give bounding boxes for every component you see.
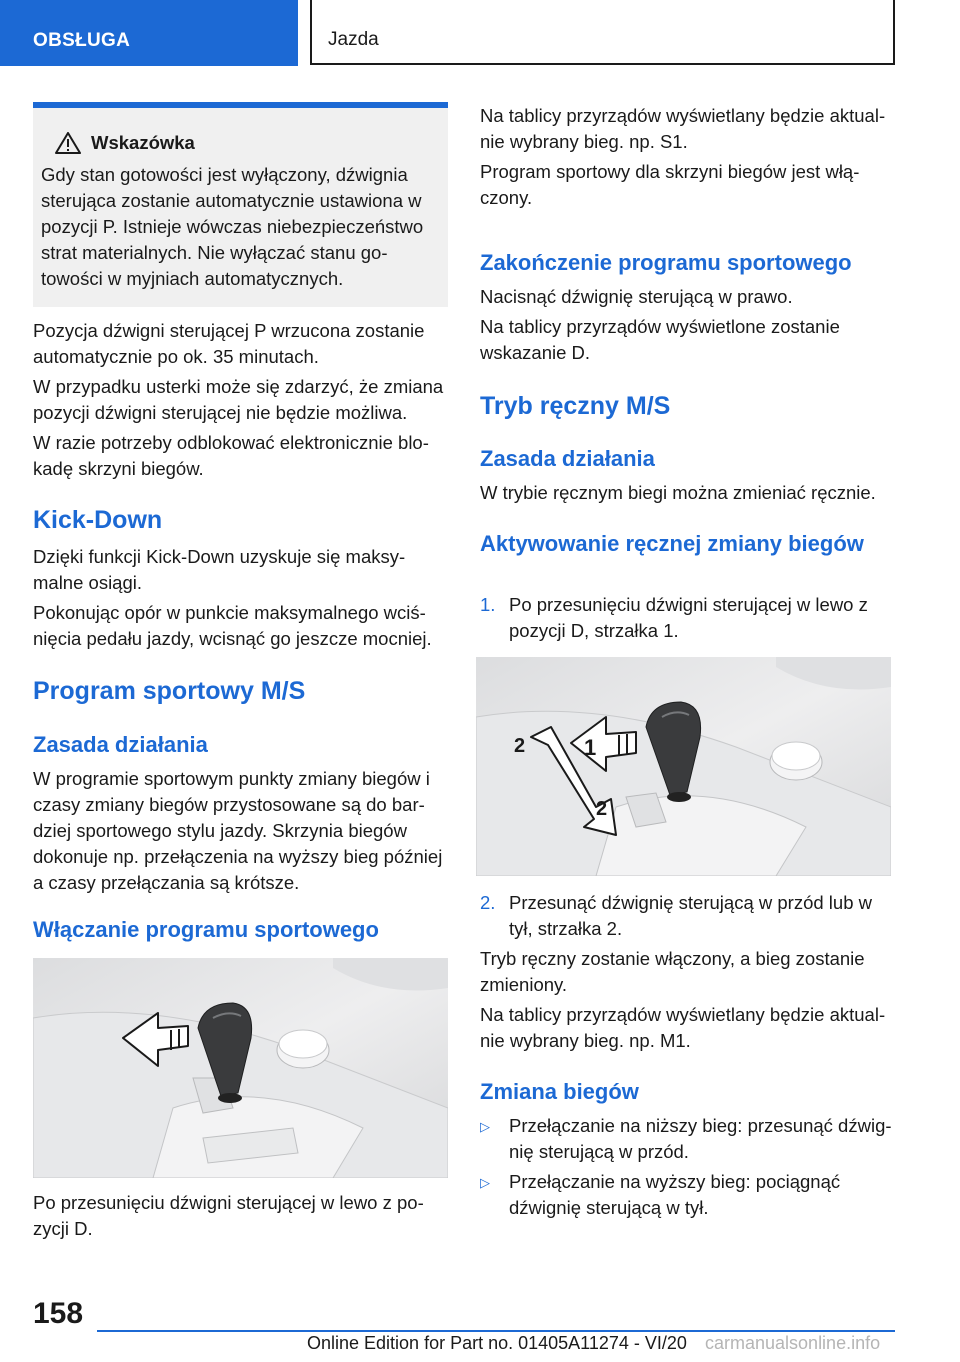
- edition-info: Online Edition for Part no. 01405A11274 - VI/20: [307, 1333, 687, 1353]
- warning-text: Gdy stan gotowości jest wyłączony, dźwignia sterująca zostanie automatycznie ustawiona w pozycji P. Istnieje wówczas niebezpieczeństwo strat materialnych. Nie wyłączać stanu gotowości w myjniach automatycznych.: [41, 164, 424, 289]
- paragraph: Pozycja dźwigni sterującej P wrzucona zostanie automatycznie po ok. 35 minutach.: [33, 320, 425, 367]
- footer-divider: [97, 1330, 895, 1332]
- list-item: [480, 890, 895, 942]
- heading-kick-down: Kick-Down: [33, 506, 163, 534]
- gear-selector-illustration: [33, 958, 448, 1178]
- paragraph: Na tablicy przyrządów wyświetlone zostanie wskazanie D.: [480, 316, 840, 363]
- chapter-tab: [0, 0, 298, 66]
- paragraph: W razie potrzeby odblokować elektronicznie blokadę skrzyni biegów.: [33, 432, 429, 479]
- section-title: Jazda: [328, 29, 379, 50]
- warning-note: [33, 102, 448, 307]
- list-item: [480, 1113, 895, 1165]
- step-number: 2.: [480, 892, 496, 913]
- paragraph: Program sportowy dla skrzyni biegów jest włączony.: [480, 161, 860, 208]
- heading-end-sport: Zakończenie programu sportowego: [480, 250, 852, 275]
- warning-icon: [55, 132, 81, 154]
- paragraph: Dzięki funkcji Kick-Down uzyskuje się maksymalne osiągi.: [33, 546, 406, 593]
- watermark: carmanualsonline.info: [705, 1333, 881, 1353]
- warning-title: Wskazówka: [91, 132, 195, 153]
- chapter-label: OBSŁUGA: [33, 30, 131, 51]
- heading-gear-change: Zmiana biegów: [480, 1079, 639, 1104]
- paragraph: Po przesunięciu dźwigni sterującej w lewo z pozycji D.: [33, 1192, 424, 1239]
- arrow-label: 2: [514, 735, 526, 757]
- paragraph: Na tablicy przyrządów wyświetlany będzie aktualnie wybrany bieg. np. S1.: [480, 105, 886, 152]
- arrow-label: 2: [596, 798, 608, 820]
- heading-principle: Zasada działania: [33, 732, 208, 757]
- step-text: Po przesunięciu dźwigni sterującej w lewo z pozycji D, strzałka 1.: [509, 594, 868, 641]
- paragraph: W przypadku usterki może się zdarzyć, że zmiana pozycji dźwigni sterującej nie będzie możliwa.: [33, 376, 444, 423]
- paragraph: W trybie ręcznym biegi można zmieniać ręcznie.: [480, 482, 876, 503]
- heading-activate-manual: Aktywowanie ręcznej zmiany biegów: [480, 531, 864, 556]
- heading-enable-sport: Włączanie programu sportowego: [33, 917, 379, 942]
- triangle-bullet-icon: ▷: [480, 1175, 490, 1190]
- paragraph: Nacisnąć dźwignię sterującą w prawo.: [480, 286, 793, 307]
- triangle-bullet-icon: ▷: [480, 1119, 490, 1134]
- list-item: [480, 1169, 895, 1221]
- paragraph: W programie sportowym punkty zmiany biegów i czasy zmiany biegów przystosowane są do bardziej sportowego stylu jazdy. Skrzynia biegów dokonuje np. przełączenia na wyższy bieg później a czasy przełączania są krótsze.: [33, 768, 443, 893]
- arrow-label: 1: [584, 735, 597, 760]
- step-number: 1.: [480, 594, 496, 615]
- page-number: 158: [33, 1297, 84, 1330]
- warning-heading: [55, 132, 438, 154]
- bullet-text: Przełączanie na wyższy bieg: pociągnąć dźwignię sterującą w tył.: [509, 1171, 841, 1218]
- paragraph: Pokonując opór w punkcie maksymalnego wciśnięcia pedału jazdy, wcisnąć go jeszcze mocniej.: [33, 602, 432, 649]
- section-header: [310, 0, 895, 65]
- heading-principle: Zasada działania: [480, 446, 655, 471]
- heading-manual-mode: Tryb ręczny M/S: [480, 392, 671, 420]
- heading-sport-program: Program sportowy M/S: [33, 677, 306, 705]
- paragraph: Na tablicy przyrządów wyświetlany będzie aktualnie wybrany bieg. np. M1.: [480, 1004, 886, 1051]
- bullet-text: Przełączanie na niższy bieg: przesunąć dźwignię sterującą w przód.: [509, 1115, 892, 1162]
- manual-shift-illustration: [476, 657, 891, 876]
- list-item: [480, 592, 895, 644]
- step-text: Przesunąć dźwignię sterującą w przód lub w tył, strzałka 2.: [509, 892, 872, 939]
- paragraph: Tryb ręczny zostanie włączony, a bieg zostanie zmieniony.: [480, 948, 865, 995]
